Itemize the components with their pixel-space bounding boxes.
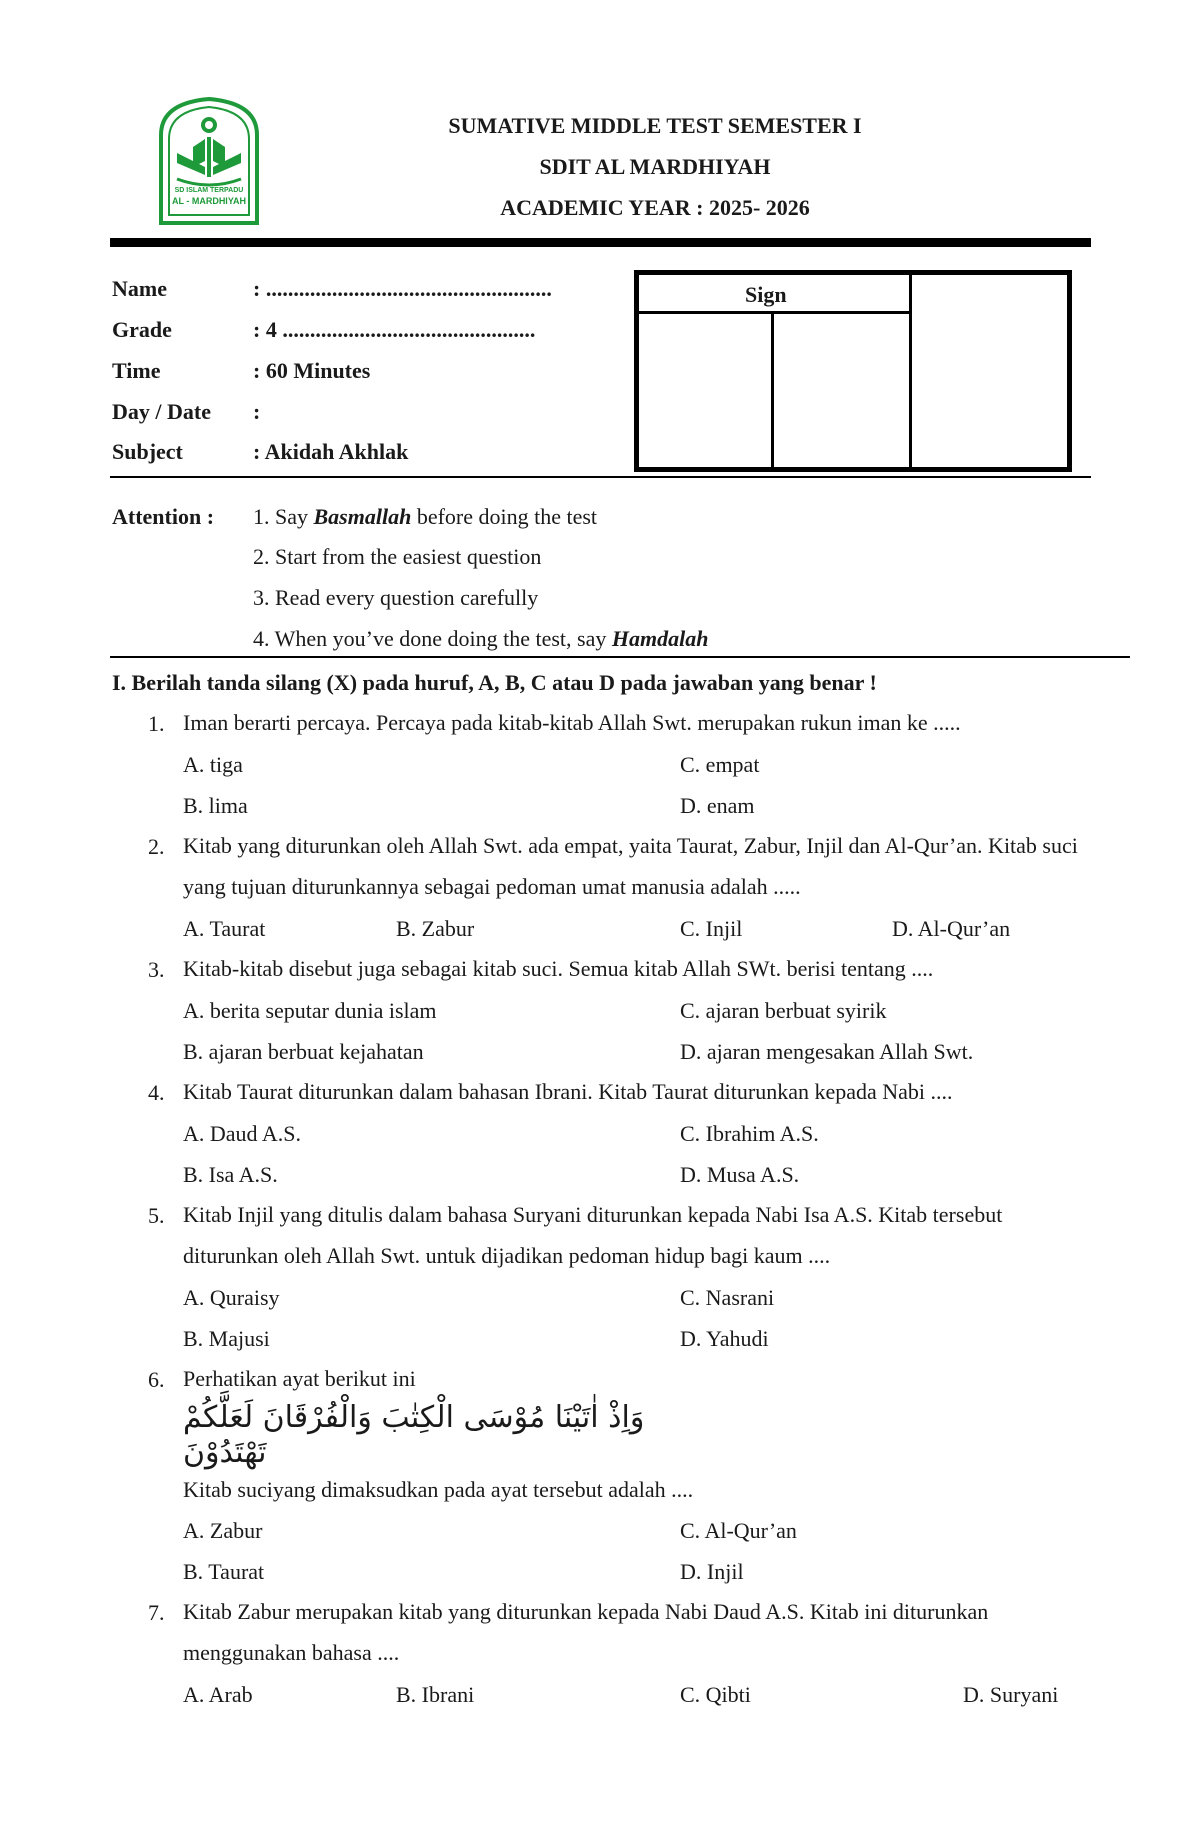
question-number: 4.: [148, 1080, 165, 1105]
option: B. Majusi: [183, 1326, 270, 1351]
question-text-2: Kitab suciyang dimaksudkan pada ayat tersebut adalah ....: [183, 1477, 694, 1502]
attention-label: Attention :: [112, 504, 215, 529]
grade-value: : 4 ..............................................: [253, 317, 536, 342]
option: D. Suryani: [963, 1682, 1059, 1707]
day-date-value: :: [253, 399, 261, 424]
attention-item-2: 2. Start from the easiest question: [253, 544, 542, 569]
title-line-3: ACADEMIC YEAR : 2025- 2026: [500, 195, 810, 220]
option: C. Al-Qur’an: [680, 1518, 797, 1543]
question-text: Iman berarti percaya. Percaya pada kitab-kitab Allah Swt. merupakan rukun iman ke .....: [183, 710, 961, 735]
option: C. Ibrahim A.S.: [680, 1121, 819, 1146]
option: C. Nasrani: [680, 1285, 775, 1310]
option: A. tiga: [183, 752, 243, 777]
option: B. Ibrani: [396, 1682, 475, 1707]
option: B. Zabur: [396, 916, 475, 941]
question-text: Kitab Zabur merupakan kitab yang diturunkan kepada Nabi Daud A.S. Kitab ini diturunkan menggunakan bahasa ....: [183, 1599, 989, 1665]
question-text: Kitab Injil yang ditulis dalam bahasa Suryani diturunkan kepada Nabi Isa A.S. Kitab tersebut diturunkan oleh Allah Swt. untuk dijadikan pedoman hidup bagi kaum ....: [183, 1202, 1003, 1268]
option: C. ajaran berbuat syirik: [680, 998, 887, 1023]
attention-divider: [110, 656, 1130, 658]
option: B. Isa A.S.: [183, 1162, 278, 1187]
option: D. Musa A.S.: [680, 1162, 800, 1187]
option: D. ajaran mengesakan Allah Swt.: [680, 1039, 974, 1064]
question-text: Kitab-kitab disebut juga sebagai kitab suci. Semua kitab Allah SWt. berisi tentang ....: [183, 956, 934, 981]
attention-item-4: 4. When you’ve done doing the test, say Hamdalah: [253, 626, 709, 651]
arabic-verse: وَاِذْ اٰتَيْنَا مُوْسَى الْكِتٰبَ وَالْفُرْقَانَ لَعَلَّكُمْ تَهْتَدُوْنَ: [183, 1400, 645, 1470]
option: C. empat: [680, 752, 760, 777]
option: A. Zabur: [183, 1518, 263, 1543]
option: A. Daud A.S.: [183, 1121, 301, 1146]
option: C. Qibti: [680, 1682, 751, 1707]
option: A. Quraisy: [183, 1285, 280, 1310]
title-line-2: SDIT AL MARDHIYAH: [539, 154, 771, 179]
sign-label: Sign: [745, 282, 787, 307]
day-date-label: Day / Date: [112, 399, 211, 424]
question-number: 6.: [148, 1367, 165, 1392]
sign-box: [634, 270, 1072, 472]
attention-item-1: 1. Say Basmallah before doing the test: [253, 504, 598, 529]
question-number: 3.: [148, 957, 165, 982]
option: D. enam: [680, 793, 755, 818]
grade-label: Grade: [112, 317, 172, 342]
question-text: Perhatikan ayat berikut ini: [183, 1366, 416, 1391]
question-text: Kitab yang diturunkan oleh Allah Swt. ada empat, yaita Taurat, Zabur, Injil dan Al-Qur’an. Kitab suci yang tujuan diturunkannya sebagai pedoman umat manusia adalah .....: [183, 833, 1078, 899]
attention-item-3: 3. Read every question carefully: [253, 585, 539, 610]
option: D. Al-Qur’an: [892, 916, 1011, 941]
option: D. Injil: [680, 1559, 744, 1584]
option: A. Taurat: [183, 916, 266, 941]
option: B. Taurat: [183, 1559, 265, 1584]
question-number: 1.: [148, 711, 165, 736]
option: C. Injil: [680, 916, 743, 941]
question-number: 5.: [148, 1203, 165, 1228]
section-title: I. Berilah tanda silang (X) pada huruf, A, B, C atau D pada jawaban yang benar !: [112, 670, 877, 695]
logo-text-top: SD ISLAM TERPADU: [174, 187, 244, 194]
question-number: 7.: [148, 1600, 165, 1625]
option: D. Yahudi: [680, 1326, 769, 1351]
sign-box-divider-right: [909, 275, 912, 467]
name-value: : ....................................................: [253, 276, 552, 301]
subject-value: : Akidah Akhlak: [253, 439, 409, 464]
option: A. Arab: [183, 1682, 253, 1707]
time-value: : 60 Minutes: [253, 358, 371, 383]
question-number: 2.: [148, 834, 165, 859]
logo-text-main: AL - MARDHIYAH: [171, 196, 246, 206]
header-divider: [110, 238, 1091, 247]
subject-label: Subject: [112, 439, 183, 464]
option: B. lima: [183, 793, 248, 818]
sign-box-divider-mid: [771, 314, 774, 467]
title-line-1: SUMATIVE MIDDLE TEST SEMESTER I: [448, 113, 862, 138]
option: B. ajaran berbuat kejahatan: [183, 1039, 424, 1064]
info-divider: [110, 476, 1091, 478]
time-label: Time: [112, 358, 161, 383]
option: A. berita seputar dunia islam: [183, 998, 437, 1023]
question-text: Kitab Taurat diturunkan dalam bahasan Ibrani. Kitab Taurat diturunkan kepada Nabi ....: [183, 1079, 953, 1104]
name-label: Name: [112, 276, 167, 301]
sign-box-divider-top: [639, 311, 912, 314]
